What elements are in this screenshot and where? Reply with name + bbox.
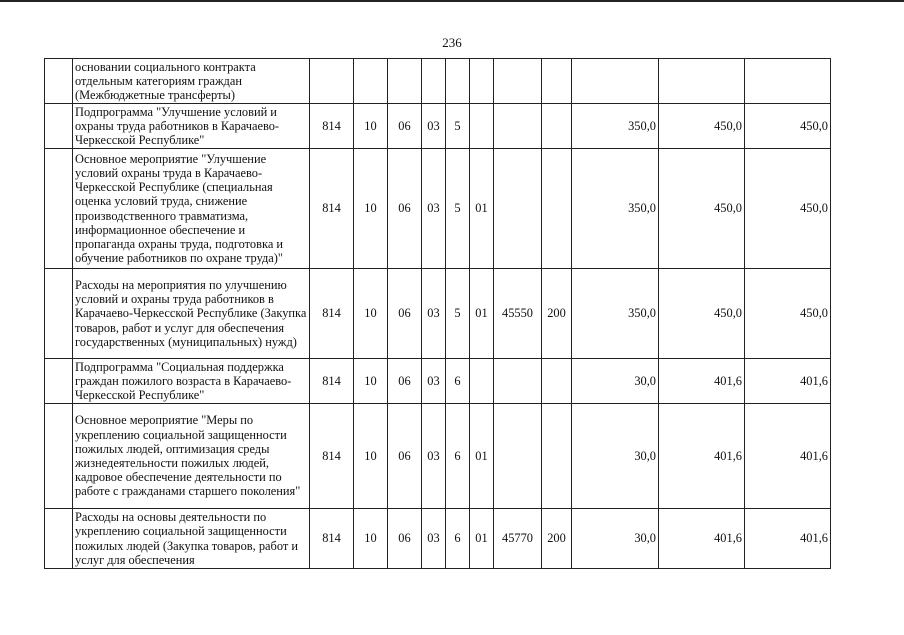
event-code: 01 <box>470 509 494 569</box>
amount-year-1: 30,0 <box>572 509 659 569</box>
amount-year-1: 30,0 <box>572 404 659 509</box>
amount-year-2: 450,0 <box>659 269 745 359</box>
item-name: основании социального контракта отдельным категориям граждан (Межбюджетные трансферты) <box>73 59 310 104</box>
subprogram-code: 5 <box>446 104 470 149</box>
item-name: Расходы на мероприятия по улучшению условий и охраны труда работников в Карачаево-Черкесской Республике (Закупка товаров, работ и услуг для обеспечения государственных (муниципальных) нужд) <box>73 269 310 359</box>
section-code <box>354 59 388 104</box>
admin-code: 814 <box>310 359 354 404</box>
row-number-cell <box>45 359 73 404</box>
row-number-cell <box>45 104 73 149</box>
row-number-cell <box>45 269 73 359</box>
admin-code: 814 <box>310 509 354 569</box>
item-name: Основное мероприятие "Улучшение условий охраны труда в Карачаево-Черкесской Республике (специальная оценка условий труда, снижение производственного травматизма, информационное обеспечение и пропаганда охраны труда, подготовка и обучение работников по охране труда)" <box>73 149 310 269</box>
amount-year-3: 450,0 <box>745 269 831 359</box>
item-name: Расходы на основы деятельности по укреплению социальной защищенности пожилых людей (Закупка товаров, работ и услуг для обеспечения <box>73 509 310 569</box>
program-code <box>422 59 446 104</box>
amount-year-2: 450,0 <box>659 104 745 149</box>
subsection-code <box>388 59 422 104</box>
item-name: Подпрограмма "Социальная поддержка граждан пожилого возраста в Карачаево-Черкесской Республике" <box>73 359 310 404</box>
subprogram-code: 5 <box>446 149 470 269</box>
program-code: 03 <box>422 104 446 149</box>
page-top-border <box>0 0 904 2</box>
direction-code: 45770 <box>494 509 542 569</box>
expense-type-code: 200 <box>542 509 572 569</box>
page-number: 236 <box>442 35 462 50</box>
section-code: 10 <box>354 149 388 269</box>
amount-year-2: 401,6 <box>659 404 745 509</box>
subprogram-code <box>446 59 470 104</box>
direction-code <box>494 359 542 404</box>
subsection-code: 06 <box>388 404 422 509</box>
amount-year-1: 30,0 <box>572 359 659 404</box>
subsection-code: 06 <box>388 509 422 569</box>
subprogram-code: 6 <box>446 509 470 569</box>
amount-year-2: 401,6 <box>659 359 745 404</box>
event-code: 01 <box>470 149 494 269</box>
expense-type-code <box>542 104 572 149</box>
amount-year-3: 401,6 <box>745 404 831 509</box>
expense-type-code: 200 <box>542 269 572 359</box>
direction-code: 45550 <box>494 269 542 359</box>
row-number-cell <box>45 59 73 104</box>
subprogram-code: 5 <box>446 269 470 359</box>
amount-year-1 <box>572 59 659 104</box>
amount-year-3: 450,0 <box>745 104 831 149</box>
subprogram-code: 6 <box>446 359 470 404</box>
event-code <box>470 359 494 404</box>
row-number-cell <box>45 149 73 269</box>
admin-code: 814 <box>310 104 354 149</box>
section-code: 10 <box>354 509 388 569</box>
subsection-code: 06 <box>388 269 422 359</box>
program-code: 03 <box>422 269 446 359</box>
amount-year-1: 350,0 <box>572 104 659 149</box>
table-row <box>45 359 831 404</box>
event-code: 01 <box>470 269 494 359</box>
admin-code <box>310 59 354 104</box>
item-name: Подпрограмма "Улучшение условий и охраны труда работников в Карачаево-Черкесской Республике" <box>73 104 310 149</box>
amount-year-2: 401,6 <box>659 509 745 569</box>
table-row <box>45 269 831 359</box>
program-code: 03 <box>422 509 446 569</box>
section-code: 10 <box>354 104 388 149</box>
direction-code <box>494 149 542 269</box>
expense-type-code <box>542 359 572 404</box>
amount-year-2: 450,0 <box>659 149 745 269</box>
budget-table <box>44 58 831 569</box>
expense-type-code <box>542 149 572 269</box>
subsection-code: 06 <box>388 149 422 269</box>
item-name: Основное мероприятие "Меры по укреплению социальной защищенности пожилых людей, оптимизация среды жизнедеятельности пожилых людей, кадровое обеспечение деятельности по работе с гражданами старшего поколения" <box>73 404 310 509</box>
subprogram-code: 6 <box>446 404 470 509</box>
row-number-cell <box>45 509 73 569</box>
table-row <box>45 509 831 569</box>
expense-type-code <box>542 404 572 509</box>
amount-year-3 <box>745 59 831 104</box>
section-code: 10 <box>354 269 388 359</box>
program-code: 03 <box>422 359 446 404</box>
subsection-code: 06 <box>388 104 422 149</box>
subsection-code: 06 <box>388 359 422 404</box>
program-code: 03 <box>422 404 446 509</box>
event-code <box>470 104 494 149</box>
direction-code <box>494 404 542 509</box>
table-row <box>45 404 831 509</box>
event-code: 01 <box>470 404 494 509</box>
expense-type-code <box>542 59 572 104</box>
table-row <box>45 59 831 104</box>
table-row <box>45 104 831 149</box>
direction-code <box>494 59 542 104</box>
row-number-cell <box>45 404 73 509</box>
section-code: 10 <box>354 404 388 509</box>
event-code <box>470 59 494 104</box>
amount-year-2 <box>659 59 745 104</box>
admin-code: 814 <box>310 149 354 269</box>
amount-year-3: 401,6 <box>745 509 831 569</box>
table-row <box>45 149 831 269</box>
direction-code <box>494 104 542 149</box>
amount-year-1: 350,0 <box>572 269 659 359</box>
amount-year-3: 450,0 <box>745 149 831 269</box>
amount-year-1: 350,0 <box>572 149 659 269</box>
amount-year-3: 401,6 <box>745 359 831 404</box>
section-code: 10 <box>354 359 388 404</box>
admin-code: 814 <box>310 404 354 509</box>
program-code: 03 <box>422 149 446 269</box>
admin-code: 814 <box>310 269 354 359</box>
